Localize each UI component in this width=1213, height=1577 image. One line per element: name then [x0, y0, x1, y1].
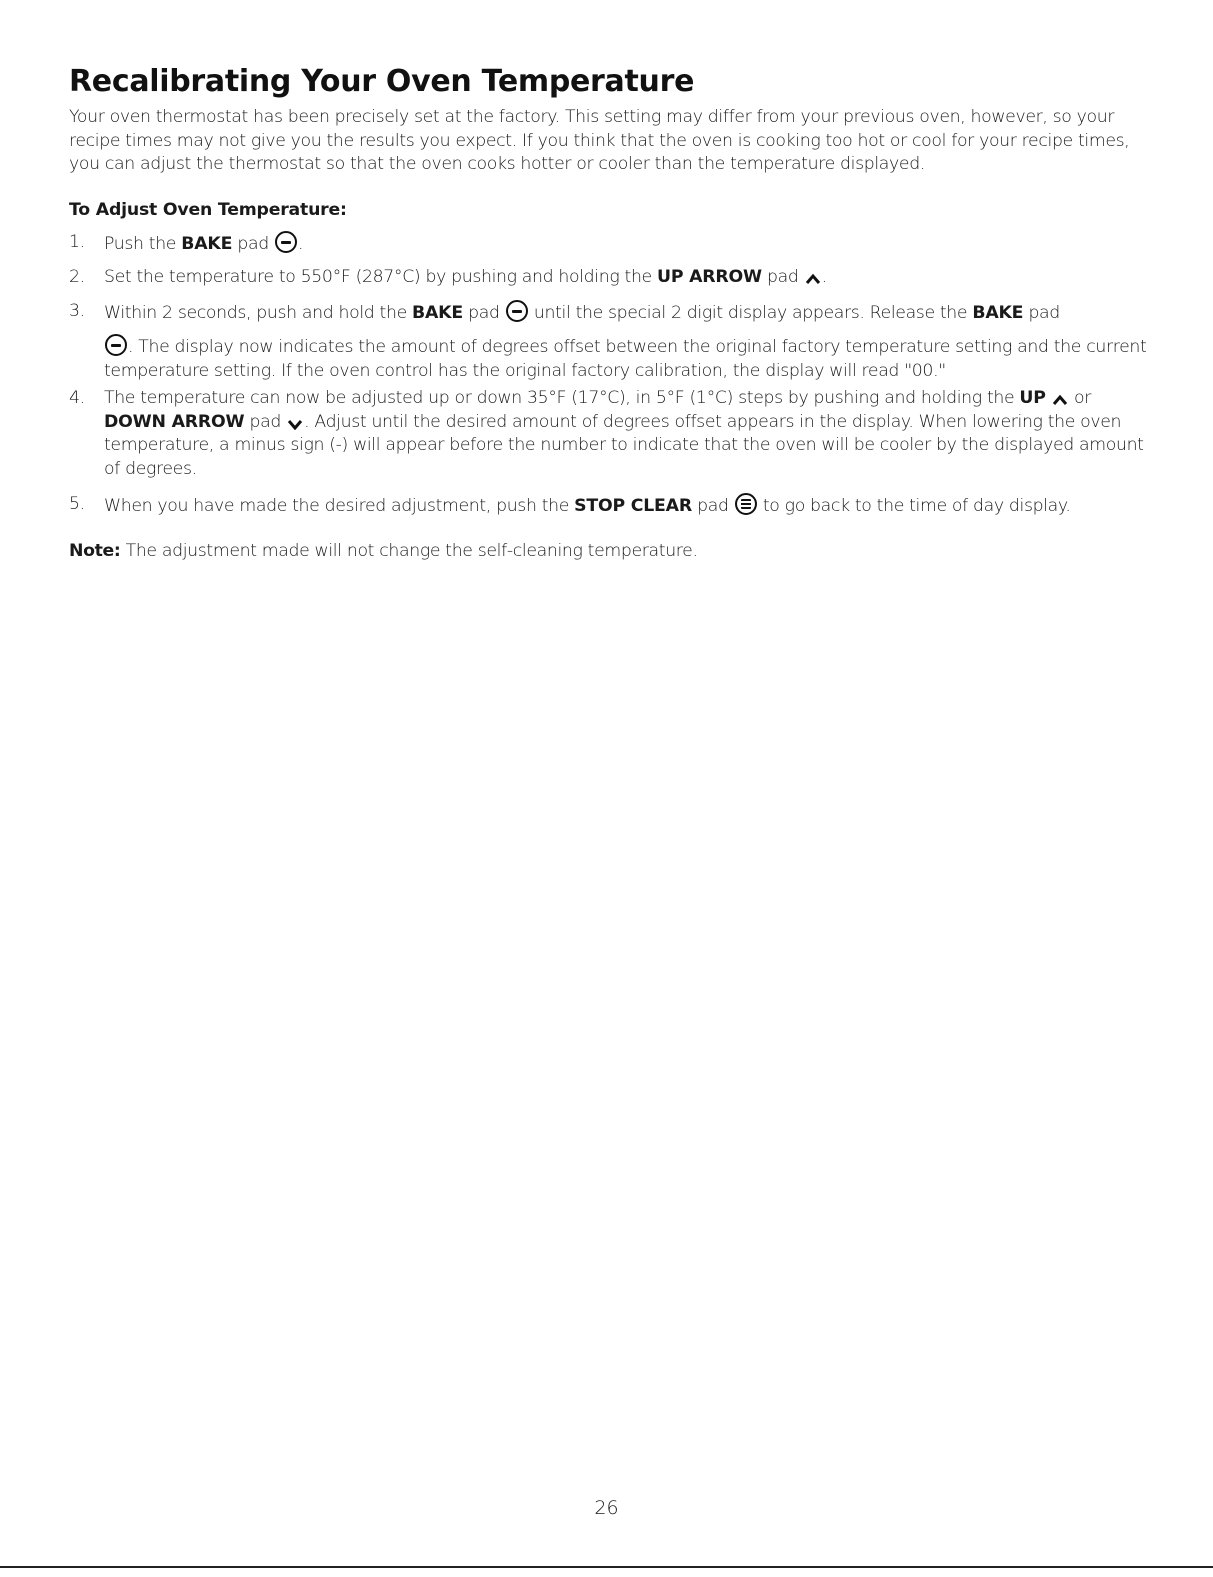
- step-5: [69, 493, 1149, 519]
- intro-paragraph: Your oven thermostat has been precisely set at the factory. This setting may differ from your previous oven, however, so your recipe times may not give you the results you expect. If you think that the oven is cooking too hot or cool for your recipe times, you can adjust the thermostat so that the oven cooks hotter or cooler than the temperature displayed.: [69, 107, 1130, 174]
- step-text: or: [1068, 388, 1091, 408]
- bake-label: BAKE: [181, 233, 233, 254]
- step-text: .: [821, 267, 827, 287]
- step-text: . The display now indicates the amount of degrees offset between the original factory temperature setting and the current temperature setting. If the oven control has the original factory calibration, the display will read "00.": [104, 337, 1147, 381]
- step-2: [69, 266, 1149, 290]
- step-3: [69, 300, 1149, 384]
- manual-page: [69, 64, 1149, 580]
- step-text: .: [297, 233, 304, 254]
- up-arrow-label: UP ARROW: [656, 267, 762, 287]
- step-number: 5.: [69, 494, 85, 514]
- step-text: pad: [232, 233, 269, 254]
- bake-pad-icon: [105, 334, 127, 356]
- page-title: Recalibrating Your Oven Temperature: [69, 64, 695, 99]
- step-text: pad: [691, 496, 729, 516]
- note-label: Note:: [69, 540, 121, 561]
- page-number: 26: [594, 1497, 619, 1519]
- step-text: pad: [1023, 302, 1060, 323]
- step-4: [69, 387, 1149, 481]
- stop-clear-label: STOP CLEAR: [574, 496, 692, 516]
- bottom-rule: [0, 1566, 1213, 1568]
- section-subheading: To Adjust Oven Temperature:: [69, 199, 347, 220]
- note: [69, 540, 1149, 564]
- step-text: Within 2 seconds, push and hold the: [104, 302, 413, 323]
- step-number: 1.: [69, 231, 85, 252]
- step-text: pad: [462, 302, 500, 323]
- up-arrow-icon: [805, 273, 821, 285]
- step-text: . Adjust until the desired amount of degrees offset appears in the display. When lowering the oven temperature, a minus sign (-) will appear before the number to indicate that the oven will be cooler by the displayed amount of degrees.: [104, 411, 1144, 479]
- step-text: When you have made the desired adjustment, push the: [104, 496, 575, 516]
- up-arrow-icon: [1052, 394, 1068, 406]
- up-label: UP: [1019, 388, 1046, 408]
- step-number: 3.: [69, 300, 85, 321]
- bake-label: BAKE: [412, 302, 463, 323]
- step-text: Push the: [104, 233, 182, 254]
- steps-list: [69, 231, 1149, 519]
- step-text: Set the temperature to 550°F (287°C) by pushing and holding the: [104, 267, 657, 287]
- step-text: The temperature can now be adjusted up or down 35°F (17°C), in 5°F (1°C) steps by pushing and holding the: [104, 388, 1020, 408]
- note-text: The adjustment made will not change the self-cleaning temperature.: [120, 540, 698, 561]
- step-3-continuation: [104, 334, 1149, 383]
- step-text: pad: [761, 267, 799, 287]
- bake-label: BAKE: [972, 302, 1024, 323]
- bake-pad-icon: [506, 300, 528, 322]
- step-number: 4.: [69, 388, 85, 408]
- down-arrow-label: DOWN ARROW: [104, 411, 245, 432]
- step-number: 2.: [69, 267, 85, 287]
- step-text: until the special 2 digit display appears. Release the: [528, 302, 973, 323]
- stop-clear-pad-icon: [735, 493, 757, 515]
- step-text: to go back to the time of day display.: [757, 496, 1071, 516]
- step-text: pad: [244, 411, 281, 432]
- step-1: [69, 231, 1149, 257]
- down-arrow-icon: [287, 418, 303, 430]
- bake-pad-icon: [275, 231, 297, 253]
